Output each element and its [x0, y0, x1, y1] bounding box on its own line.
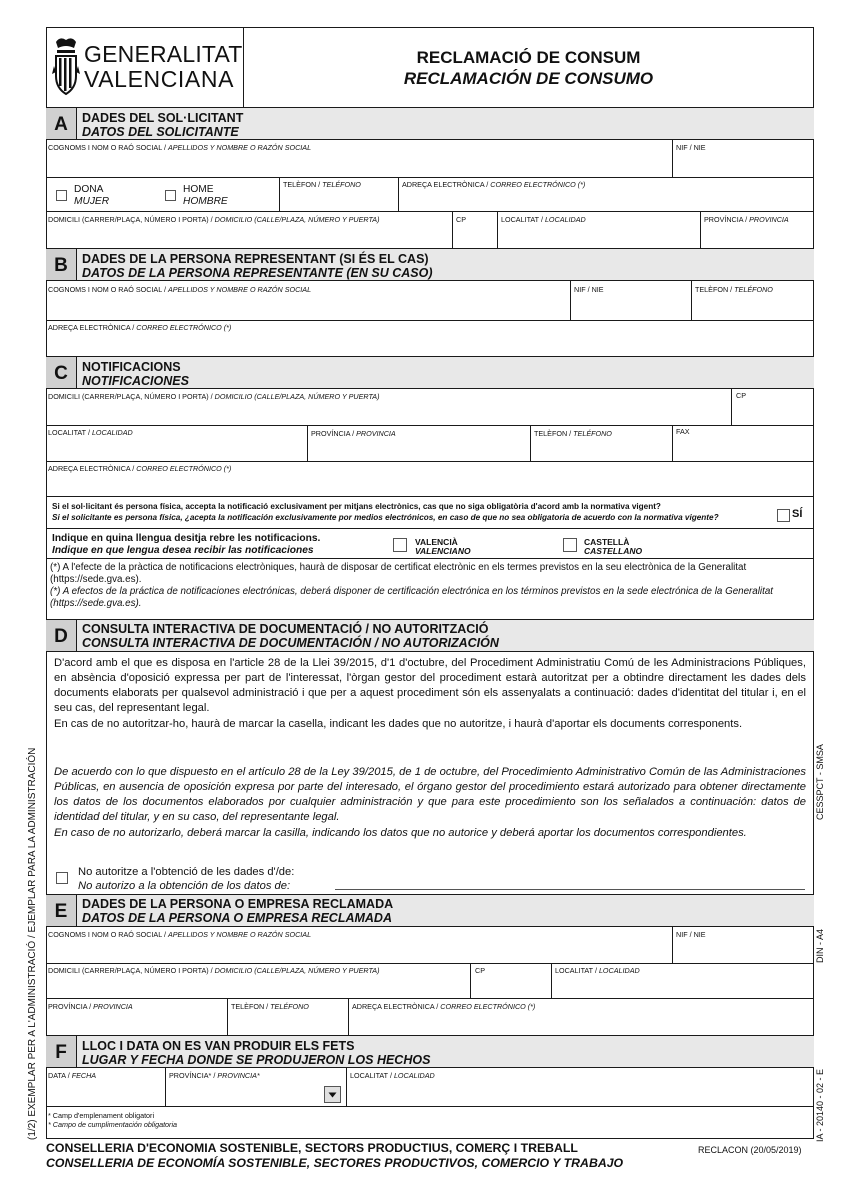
language-valencian-checkbox[interactable]	[393, 538, 407, 552]
right-margin-din: DIN - A4	[815, 928, 825, 963]
a-nif-label: NIF / NIE	[676, 143, 706, 152]
hombre-label: HOMBRE	[183, 196, 228, 207]
section-d-title-ca: CONSULTA INTERACTIVA DE DOCUMENTACIÓ / NO AUTORITZACIÓ	[82, 622, 489, 636]
section-c-letter: C	[46, 356, 77, 389]
section-e-title-es: DATOS DE LA PERSONA O EMPRESA RECLAMADA	[82, 911, 392, 925]
c-cp-label: CP	[736, 391, 746, 400]
section-d-title-es: CONSULTA INTERACTIVA DE DOCUMENTACIÓN / NO AUTORIZACIÓN	[82, 636, 499, 650]
section-f-title-es: LUGAR Y FECHA DONDE SE PRODUJERON LOS HECHOS	[82, 1053, 431, 1067]
section-e-title-ca: DADES DE LA PERSONA O EMPRESA RECLAMADA	[82, 897, 394, 911]
section-a-title-ca: DADES DEL SOL·LICITANT	[82, 111, 244, 125]
footer-dept-ca: CONSELLERIA D'ECONOMIA SOSTENIBLE, SECTORS PRODUCTIUS, COMERÇ I TREBALL	[46, 1141, 578, 1155]
f-province-dropdown[interactable]	[324, 1086, 341, 1103]
electronic-yes-checkbox[interactable]	[777, 509, 790, 522]
section-b-title-ca: DADES DE LA PERSONA REPRESENTANT (SI ÉS EL CAS)	[82, 252, 429, 266]
valenciano-label: VALENCIANO	[415, 546, 471, 556]
no-authorize-data-line[interactable]	[335, 889, 805, 890]
electronic-yes-label: SÍ	[792, 508, 803, 520]
b-email-label: ADREÇA ELECTRÒNICA / CORREO ELECTRÓNICO (*)	[48, 323, 232, 332]
section-c-title-es: NOTIFICACIONES	[82, 374, 189, 388]
mujer-label: MUJER	[74, 196, 110, 207]
section-e-letter: E	[46, 894, 77, 927]
b-name-label: COGNOMS I NOM O RAÓ SOCIAL / APELLIDOS Y NOMBRE O RAZÓN SOCIAL	[48, 285, 312, 294]
f-required-note-es: * Campo de cumplimentación obligatoria	[48, 1120, 178, 1129]
castellano-label: CASTELLANO	[584, 546, 643, 556]
generalitat-logo	[52, 36, 243, 102]
a-locality-label: LOCALITAT / LOCALIDAD	[501, 215, 586, 224]
c-fax-label: FAX	[676, 427, 690, 436]
c-note-ca: (*) A l'efecte de la pràctica de notificacions electròniques, haurà de disposar de certificat electrònic en els termes previstos en la seu electrònica de la Generalitat (https://sede.gva.es).	[50, 562, 747, 585]
a-email-label: ADREÇA ELECTRÒNICA / CORREO ELECTRÓNICO (*)	[402, 180, 586, 189]
d-text-es-1: De acuerdo con lo que dispuesto en el artículo 28 de la Ley 39/2015, de 1 de octubre, del Procedimiento Administrativo Común de las Administraciones Públicas, en ausencia de oposición expresa por parte del interesado, el órgano gestor del procedimiento estará autorizado para obtener directamente los datos de los documentos elaborados por cualquier administración y que para este procedimiento son los señalados a continuación: datos de identidad del titular, y en su caso, del representante legal.	[54, 766, 806, 823]
section-b-letter: B	[46, 248, 77, 281]
page-title-ca: RECLAMACIÓ DE CONSUM	[416, 48, 641, 67]
f-locality-label: LOCALITAT / LOCALIDAD	[350, 1071, 435, 1080]
section-b-title-es: DATOS DE LA PERSONA REPRESENTANTE (EN SU CASO)	[82, 266, 433, 280]
castella-label: CASTELLÀ	[584, 537, 630, 547]
f-date-label: DATA / FECHA	[48, 1071, 97, 1080]
b-tel-label: TELÈFON / TELÉFONO	[695, 285, 773, 294]
e-tel-label: TELÈFON / TELÉFONO	[231, 1002, 309, 1011]
logo-line2: VALENCIANA	[84, 66, 235, 92]
gender-male-checkbox[interactable]	[165, 190, 176, 201]
d-text-ca-2: En cas de no autoritzar-ho, haurà de marcar la casella, indicant les dades que no autoritze, i haurà d'aportar els documents corresponents.	[54, 718, 743, 730]
section-f-title-ca: LLOC I DATA ON ES VAN PRODUIR ELS FETS	[82, 1039, 355, 1053]
a-tel-label: TELÈFON / TELÉFONO	[283, 180, 361, 189]
gender-female-checkbox[interactable]	[56, 190, 67, 201]
footer-form-code: RECLACON (20/05/2019)	[698, 1145, 802, 1155]
section-f-letter: F	[46, 1035, 77, 1068]
a-province-label: PROVÍNCIA / PROVINCIA	[704, 215, 789, 224]
section-a-title-es: DATOS DEL SOLICITANTE	[82, 125, 239, 139]
e-address-label: DOMICILI (CARRER/PLAÇA, NÚMERO I PORTA) / DOMICILIO (CALLE/PLAZA, NÚMERO Y PUERTA)	[48, 966, 380, 975]
c-province-label: PROVÍNCIA / PROVINCIA	[311, 429, 396, 438]
d-text-es-2: En caso de no autorizarlo, deberá marcar la casilla, indicando los datos que no autorice y deberá aportar los documentos correspondientes.	[54, 827, 747, 839]
d-noauth-es: No autorizo a la obtención de los datos de:	[78, 880, 291, 892]
a-name-label: COGNOMS I NOM O RAÓ SOCIAL / APELLIDOS Y NOMBRE O RAZÓN SOCIAL	[48, 143, 312, 152]
valencian-label: VALENCIÀ	[415, 537, 458, 547]
chevron-down-icon	[325, 1087, 340, 1102]
dona-label: DONA	[74, 184, 104, 195]
c-email-label: ADREÇA ELECTRÒNICA / CORREO ELECTRÓNICO (*)	[48, 464, 232, 473]
c-note-es: (*) A efectos de la práctica de notificaciones electrónicas, deberá disponer de certificación electrónica en los términos previstos en la sede electrónica de la Generalitat (https://sede.gva.es).	[50, 586, 773, 609]
left-margin-copy-label: (1/2) EXEMPLAR PER A L'ADMINISTRACIÓ / EJEMPLAR PARA LA ADMINISTRACIÓN	[27, 747, 38, 1140]
c-address-label: DOMICILI (CARRER/PLAÇA, NÚMERO I PORTA) / DOMICILIO (CALLE/PLAZA, NÚMERO Y PUERTA)	[48, 392, 380, 401]
e-cp-label: CP	[475, 966, 485, 975]
language-spanish-checkbox[interactable]	[563, 538, 577, 552]
d-noauth-ca: No autoritze a l'obtenció de les dades d'/de:	[78, 866, 295, 878]
coat-of-arms-icon	[52, 36, 80, 100]
c-electronic-question-es: Si el solicitante es persona física, ¿acepta la notificación exclusivamente por medios electrónicos, en caso de que no sea obligatoria de acuerdo con la normativa vigente?	[52, 513, 719, 522]
e-name-label: COGNOMS I NOM O RAÓ SOCIAL / APELLIDOS Y NOMBRE O RAZÓN SOCIAL	[48, 930, 312, 939]
section-c-title-ca: NOTIFICACIONS	[82, 360, 181, 374]
logo-line1: GENERALITAT	[84, 41, 243, 67]
f-province-label: PROVÍNCIA* / PROVINCIA*	[169, 1071, 260, 1080]
c-language-question-ca: Indique en quina llengua desitja rebre les notificacions.	[52, 533, 321, 544]
b-nif-label: NIF / NIE	[574, 285, 604, 294]
c-tel-label: TELÈFON / TELÉFONO	[534, 429, 612, 438]
a-cp-label: CP	[456, 215, 466, 224]
e-nif-label: NIF / NIE	[676, 930, 706, 939]
section-d-letter: D	[46, 619, 77, 652]
c-locality-label: LOCALITAT / LOCALIDAD	[48, 428, 133, 437]
home-label: HOME	[183, 184, 214, 195]
footer-dept-es: CONSELLERIA DE ECONOMÍA SOSTENIBLE, SECTORES PRODUCTIVOS, COMERCIO Y TRABAJO	[46, 1156, 624, 1170]
d-text-ca-1: D'acord amb el que es disposa en l'article 28 de la Llei 39/2015, d'1 d'octubre, del Procediment Administratiu Comú de les Administracions Públiques, en absència d'oposició expressa per part de l'interessat, l'òrgan gestor del procediment estarà autoritzat per a obtindre directament les dades dels documents elaborats per qualsevol administració i que per a aquest procediment són els assenyalats a continuació: dades d'identitat del titular i, en el seu cas, del representant legal.	[54, 657, 806, 714]
e-locality-label: LOCALITAT / LOCALIDAD	[555, 966, 640, 975]
right-margin-code-bottom: IA - 20140 - 02 - E	[815, 1068, 825, 1142]
page-title-es: RECLAMACIÓN DE CONSUMO	[403, 69, 654, 88]
right-margin-code-top: CESSPCT - SMSA	[815, 744, 825, 820]
no-authorize-checkbox[interactable]	[56, 872, 68, 884]
c-language-question-es: Indique en que lengua desea recibir las notificaciones	[52, 545, 314, 556]
f-required-note-ca: * Camp d'emplenament obligatori	[48, 1111, 155, 1120]
c-electronic-question-ca: Si el sol·licitant és persona física, accepta la notificació exclusivament per mitjans electrònics, cas que no siga obligatòria d'acord amb la normativa vigent?	[52, 502, 661, 511]
section-a-letter: A	[46, 107, 77, 140]
a-address-label: DOMICILI (CARRER/PLAÇA, NÚMERO I PORTA) / DOMICILIO (CALLE/PLAZA, NÚMERO Y PUERTA)	[48, 215, 380, 224]
e-province-label: PROVÍNCIA / PROVINCIA	[48, 1002, 133, 1011]
e-email-label: ADREÇA ELECTRÒNICA / CORREO ELECTRÓNICO (*)	[352, 1002, 536, 1011]
